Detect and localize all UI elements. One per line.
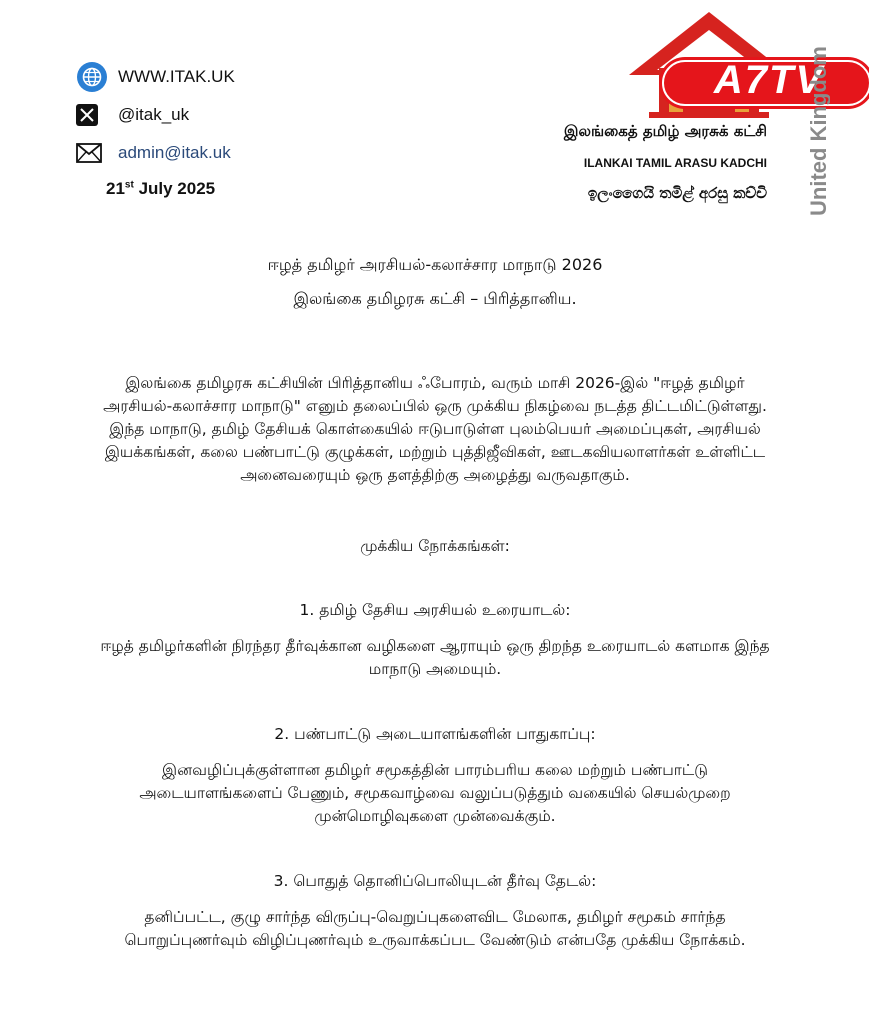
objective-title: 2. பண்பாட்டு அடையாளங்களின் பாதுகாப்பு: [274,725,596,743]
date-month-year: July 2025 [138,179,216,198]
conference-subtitle: இலங்கை தமிழரசு கட்சி – பிரித்தானிய. [293,289,577,308]
united-kingdom-label [806,20,830,220]
party-name-english: ILANKAI TAMIL ARASU KADCHI [583,156,767,170]
website-link[interactable]: WWW.ITAK.UK [118,67,235,86]
main-content [90,252,780,952]
website-row[interactable] [76,58,235,96]
email-link[interactable]: admin@itak.uk [118,143,231,162]
document-date [106,179,215,199]
contact-block [76,58,235,172]
party-name-tamil: இலங்கைத் தமிழ் அரசுக் கட்சி [563,122,767,140]
objective-title: 3. பொதுத் தொனிப்பொலியுடன் தீர்வு தேடல்: [273,872,597,890]
objectives-heading: முக்கிய நோக்கங்கள்: [360,537,510,555]
objective-body: ஈழத் தமிழர்களின் நிரந்தர தீர்வுக்கான வழிகளை ஆராயும் ஒரு திறந்த உரையாடல் களமாக இந்த மாநாடு அமையும். [100,637,770,678]
objective-title: 1. தமிழ் தேசிய அரசியல் உரையாடல்: [299,601,571,619]
twitter-row[interactable] [76,96,235,134]
x-twitter-icon [76,98,110,132]
intro-paragraph: இலங்கை தமிழரசு கட்சியின் பிரித்தானிய ஃபோரம், வரும் மாசி 2026-இல் "ஈழத் தமிழர் அரசியல்-கலாச்சார மாநாடு" எனும் தலைப்பில் ஒரு முக்கிய நிகழ்வை நடத்த திட்டமிட்டுள்ளது. இந்த மாநாடு, தமிழ் தேசியக் கொள்கையில் ஈடுபாடுள்ள புலம்பெயர் அமைப்புகள், அரசியல் இயக்கங்கள், கலை பண்பாட்டு குழுக்கள், மற்றும் புத்திஜீவிகள், ஊடகவியலாளர்கள் உள்ளிட்ட அனைவரையும் ஒரு தளத்திற்கு அழைத்து வருவதாகும். [103,374,767,484]
objective-body: தனிப்பட்ட, குழு சார்ந்த விருப்பு-வெறுப்புகளைவிட மேலாக, தமிழர் சமூகம் சார்ந்த பொறுப்புணர்வும் விழிப்புணர்வும் உருவாக்கப்பட வேண்டும் என்பதே முக்கிய நோக்கம். [124,908,746,949]
conference-title: ஈழத் தமிழர் அரசியல்-கலாச்சார மாநாடு 2026 [267,255,603,274]
date-day: 21 [106,179,125,198]
globe-icon [76,60,110,94]
envelope-icon [76,136,110,170]
objective-body: இனவழிப்புக்குள்ளான தமிழர் சமூகத்தின் பாரம்பரிய கலை மற்றும் பண்பாட்டு அடையாளங்களைப் பேணும், சமூகவாழ்வை வலுப்படுத்தும் வகையில் செயல்முறை முன்மொழிவுகளை முன்வைக்கும். [139,761,731,825]
a7tv-logo-text: A7TV [713,58,825,102]
date-suffix: st [124,179,134,191]
email-row[interactable] [76,134,235,172]
svg-text:United Kingdom: United Kingdom [806,46,830,216]
twitter-handle[interactable]: @itak_uk [118,105,190,124]
party-name-sinhala: ඉලංගෛයි තමිළ් අරසු කච්චි [587,184,767,202]
